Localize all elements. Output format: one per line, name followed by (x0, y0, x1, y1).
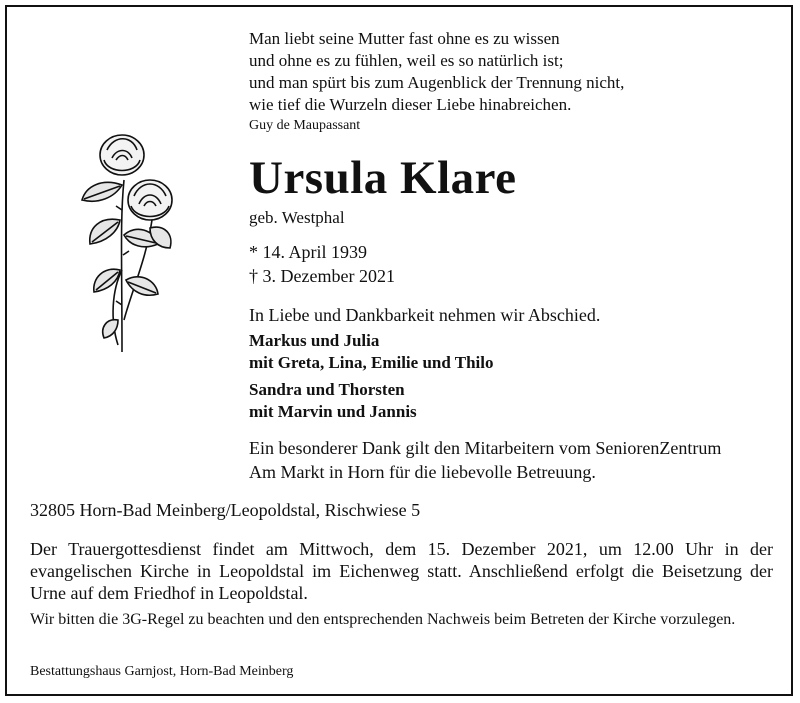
family-members: Sandra und Thorsten (249, 380, 405, 399)
family-children: mit Marvin und Jannis (249, 402, 417, 421)
covid-request: Wir bitten die 3G-Regel zu beachten und den entsprechenden Nachweis beim Betreten der Kirche vorzulegen. (30, 611, 736, 628)
family-children: mit Greta, Lina, Emilie und Thilo (249, 353, 494, 372)
family-group (249, 379, 417, 423)
poem (249, 28, 624, 116)
birth-date: * 14. April 1939 (249, 242, 368, 262)
undertaker: Bestattungshaus Garnjost, Horn-Bad Meinberg (30, 664, 294, 679)
family-members: Markus und Julia (249, 331, 380, 350)
poem-author: Guy de Maupassant (249, 118, 361, 133)
poem-line: und man spürt bis zum Augenblick der Trennung nicht, (249, 73, 625, 92)
life-dates (249, 240, 395, 288)
poem-line: wie tief die Wurzeln dieser Liebe hinabreichen. (249, 95, 572, 114)
family-group (249, 330, 494, 374)
birth-name: geb. Westphal (249, 208, 345, 227)
family-address: 32805 Horn-Bad Meinberg/Leopoldstal, Rischwiese 5 (30, 500, 421, 520)
service-info: Der Trauergottesdienst findet am Mittwoch, dem 15. Dezember 2021, um 12.00 Uhr in der evangelischen Kirche in Leopoldstal im Eichenweg statt. Anschließend erfolgt die Beisetzung der Urne auf dem Friedhof in Leopoldstal. (30, 539, 773, 603)
death-date: † 3. Dezember 2021 (249, 266, 395, 286)
thanks-line: Am Markt in Horn für die liebevolle Betreuung. (249, 462, 596, 482)
farewell-line: In Liebe und Dankbarkeit nehmen wir Abschied. (249, 305, 601, 325)
rose-icon (62, 120, 192, 355)
poem-line: und ohne es zu fühlen, weil es so natürlich ist; (249, 51, 564, 70)
poem-line: Man liebt seine Mutter fast ohne es zu wissen (249, 29, 560, 48)
thanks-line: Ein besonderer Dank gilt den Mitarbeitern vom SeniorenZentrum (249, 438, 722, 458)
deceased-name: Ursula Klare (249, 152, 517, 204)
thanks-text (249, 436, 721, 484)
